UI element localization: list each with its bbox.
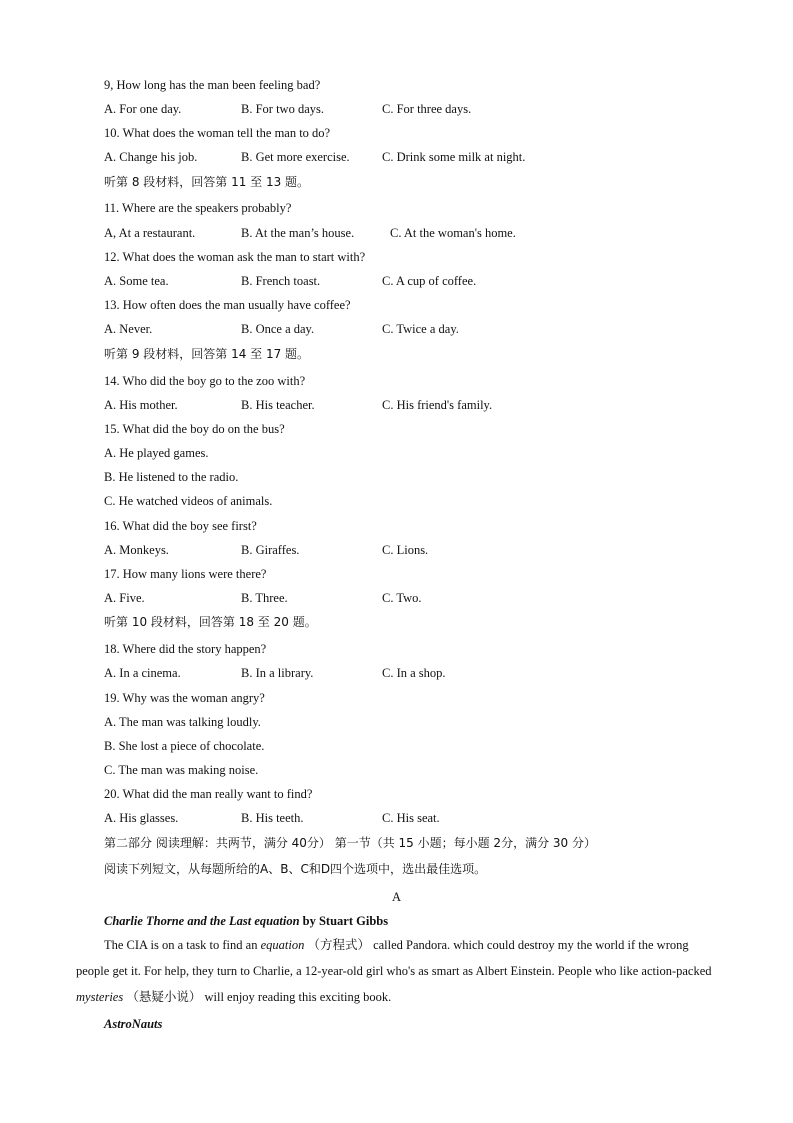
- question-13-option-a: A. Never.: [104, 322, 153, 336]
- question-10-stem: 10. What does the woman tell the man to do?: [104, 126, 331, 140]
- question-20-option-c: C. His seat.: [382, 811, 440, 825]
- book-1-author: by Stuart Gibbs: [299, 914, 389, 928]
- section-letter: A: [391, 890, 402, 904]
- question-11-option-c: C. At the woman's home.: [390, 226, 516, 240]
- question-16-stem: 16. What did the boy see first?: [104, 519, 257, 533]
- question-19-option-a: A. The man was talking loudly.: [104, 715, 261, 729]
- question-10-option-a: A. Change his job.: [104, 150, 198, 164]
- question-12-option-c: C. A cup of coffee.: [382, 274, 477, 288]
- question-11-option-a: A, At a restaurant.: [104, 226, 196, 240]
- book-1-heading: [104, 913, 388, 929]
- question-16-option-c: C. Lions.: [382, 543, 429, 557]
- question-9-option-b: B. For two days.: [241, 102, 324, 116]
- book-2-title: AstroNauts: [104, 1017, 163, 1031]
- question-12-option-a: A. Some tea.: [104, 274, 169, 288]
- question-19-option-b: B. She lost a piece of chocolate.: [104, 739, 265, 753]
- question-17-option-b: B. Three.: [241, 591, 288, 605]
- section-8-heading: 听第 8 段材料，回答第 11 至 13 题。: [104, 175, 310, 189]
- question-17-option-a: A. Five.: [104, 591, 145, 605]
- reading-instruction: 阅读下列短文，从每题所给的A、B、C和D四个选项中，选出最佳选项。: [104, 862, 487, 876]
- question-10-option-b: B. Get more exercise.: [241, 150, 350, 164]
- question-9-stem: 9, How long has the man been feeling bad?: [104, 78, 321, 92]
- question-13-option-b: B. Once a day.: [241, 322, 315, 336]
- book-1-em-mysteries: mysteries: [76, 990, 124, 1004]
- question-20-option-a: A. His glasses.: [104, 811, 179, 825]
- question-12-stem: 12. What does the woman ask the man to start with?: [104, 250, 366, 264]
- question-15-option-c: C. He watched videos of animals.: [104, 494, 273, 508]
- question-9-option-c: C. For three days.: [382, 102, 472, 116]
- question-10-option-c: C. Drink some milk at night.: [382, 150, 526, 164]
- book-1-text-3: （悬疑小说） will enjoy reading this exciting book.: [123, 990, 392, 1004]
- question-12-option-b: B. French toast.: [241, 274, 321, 288]
- question-16-option-a: A. Monkeys.: [104, 543, 169, 557]
- question-13-stem: 13. How often does the man usually have coffee?: [104, 298, 351, 312]
- section-9-heading: 听第 9 段材料，回答第 14 至 17 题。: [104, 347, 310, 361]
- question-19-option-c: C. The man was making noise.: [104, 763, 259, 777]
- question-18-option-b: B. In a library.: [241, 666, 314, 680]
- question-17-stem: 17. How many lions were there?: [104, 567, 267, 581]
- book-1-description: [76, 932, 718, 1010]
- question-14-option-a: A. His mother.: [104, 398, 178, 412]
- part-2-heading: 第二部分 阅读理解：共两节，满分 40分） 第一节（共 15 小题；每小题 2分，满分 30 分）: [104, 836, 596, 850]
- question-20-stem: 20. What did the man really want to find?: [104, 787, 313, 801]
- question-18-option-a: A. In a cinema.: [104, 666, 181, 680]
- question-11-stem: 11. Where are the speakers probably?: [104, 201, 292, 215]
- question-15-stem: 15. What did the boy do on the bus?: [104, 422, 285, 436]
- section-10-heading: 听第 10 段材料，回答第 18 至 20 题。: [104, 615, 317, 629]
- question-20-option-b: B. His teeth.: [241, 811, 304, 825]
- question-18-stem: 18. Where did the story happen?: [104, 642, 267, 656]
- question-11-option-b: B. At the man’s house.: [241, 226, 355, 240]
- question-13-option-c: C. Twice a day.: [382, 322, 459, 336]
- book-1-title: Charlie Thorne and the Last equation: [104, 914, 300, 928]
- question-19-stem: 19. Why was the woman angry?: [104, 691, 265, 705]
- question-15-option-b: B. He listened to the radio.: [104, 470, 239, 484]
- book-1-text-1: The CIA is on a task to find an: [104, 938, 261, 952]
- question-18-option-c: C. In a shop.: [382, 666, 446, 680]
- question-14-option-c: C. His friend's family.: [382, 398, 493, 412]
- question-14-option-b: B. His teacher.: [241, 398, 315, 412]
- book-1-em-equation: equation: [260, 938, 305, 952]
- question-16-option-b: B. Giraffes.: [241, 543, 300, 557]
- book-1-text-2: （方程式） called Pandora. which could destroy my the world if the wrong people get it. For help, they turn to Charlie, a 12-year-old girl who's as smart as Albert Einstein. People who like action-packed: [76, 938, 712, 978]
- question-9-option-a: A. For one day.: [104, 102, 182, 116]
- question-15-option-a: A. He played games.: [104, 446, 209, 460]
- question-14-stem: 14. Who did the boy go to the zoo with?: [104, 374, 306, 388]
- question-17-option-c: C. Two.: [382, 591, 422, 605]
